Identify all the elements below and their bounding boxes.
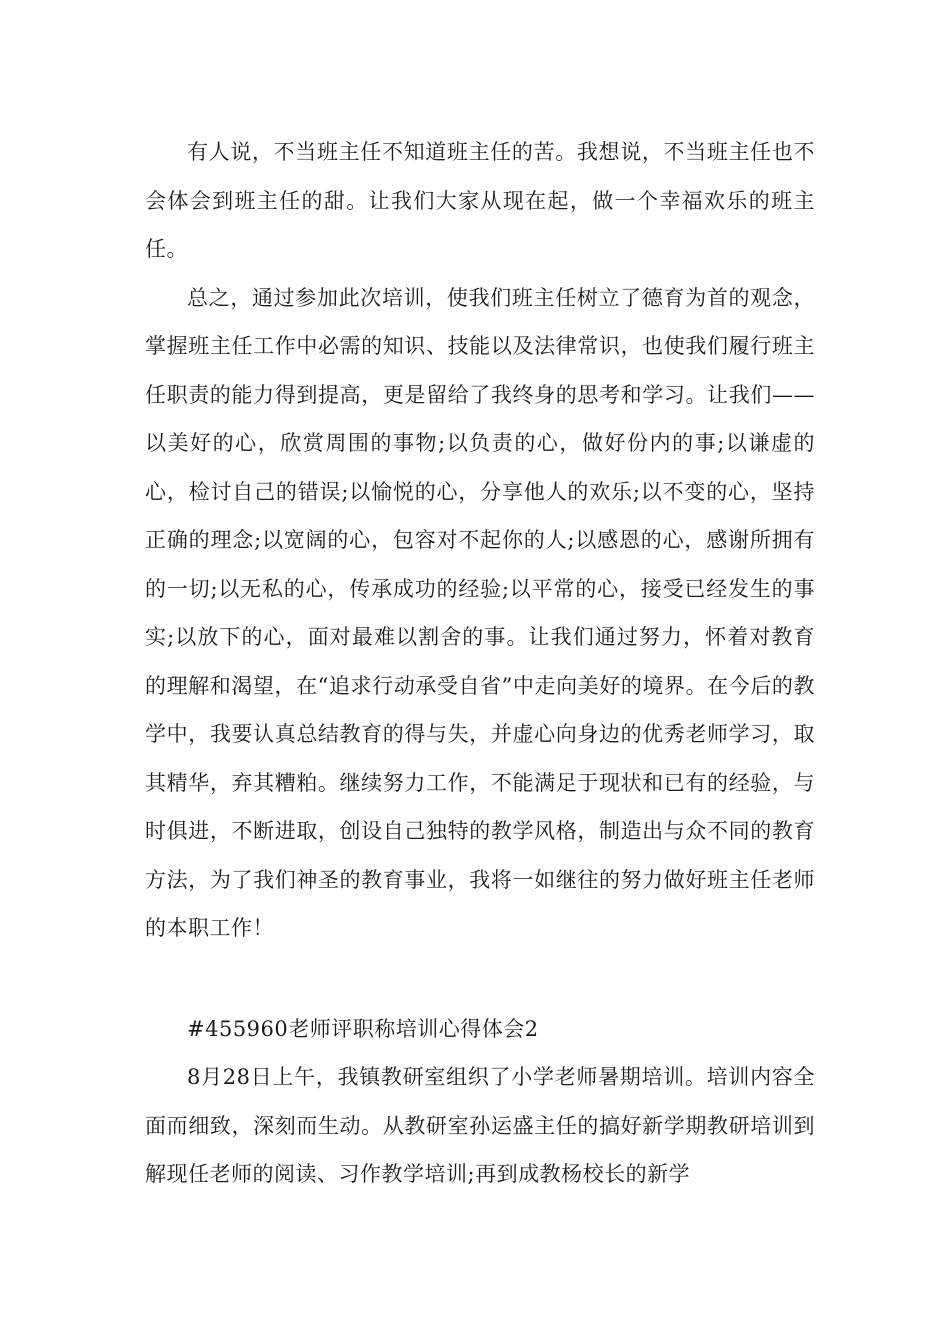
section-heading: #455960老师评职称培训心得体会2 [187, 1017, 539, 1041]
paragraph: 有人说，不当班主任不知道班主任的苦。我想说，不当班主任也不会体会到班主任的甜。让我们大家从现在起，做一个幸福欢乐的班主任。 [145, 140, 815, 261]
paragraph: 总之，通过参加此次培训，使我们班主任树立了德育为首的观念，掌握班主任工作中必需的知识、技能以及法律常识，也使我们履行班主任职责的能力得到提高，更是留给了我终身的思考和学习。让我们——以美好的心，欣赏周围的事物;以负责的心，做好份内的事;以谦虚的心，检讨自己的错误;以愉悦的心，分享他人的欢乐;以不变的心，坚持正确的理念;以宽阔的心，包容对不起你的人;以感恩的心，感谢所拥有的一切;以无私的心，传承成功的经验;以平常的心，接受已经发生的事实;以放下的心，面对最难以割舍的事。让我们通过努力，怀着对教育的理解和渴望，在“追求行动承受自省”中走向美好的境界。在今后的教学中，我要认真总结教育的得与失，并虚心向身边的优秀老师学习，取其精华，弃其糟粕。继续努力工作，不能满足于现状和已有的经验，与时俱进，不断进取，创设自己独特的教学风格，制造出与众不同的教育方法，为了我们神圣的教育事业，我将一如继往的努力做好班主任老师的本职工作！ [145, 285, 815, 940]
section-body [145, 1053, 815, 1199]
document-body [145, 128, 815, 953]
paragraph: 8月28日上午，我镇教研室组织了小学老师暑期培训。培训内容全面而细致，深刻而生动。从教研室孙运盛主任的搞好新学期教研培训到解现任老师的阅读、习作教学培训;再到成教杨校长的新学 [145, 1065, 815, 1186]
